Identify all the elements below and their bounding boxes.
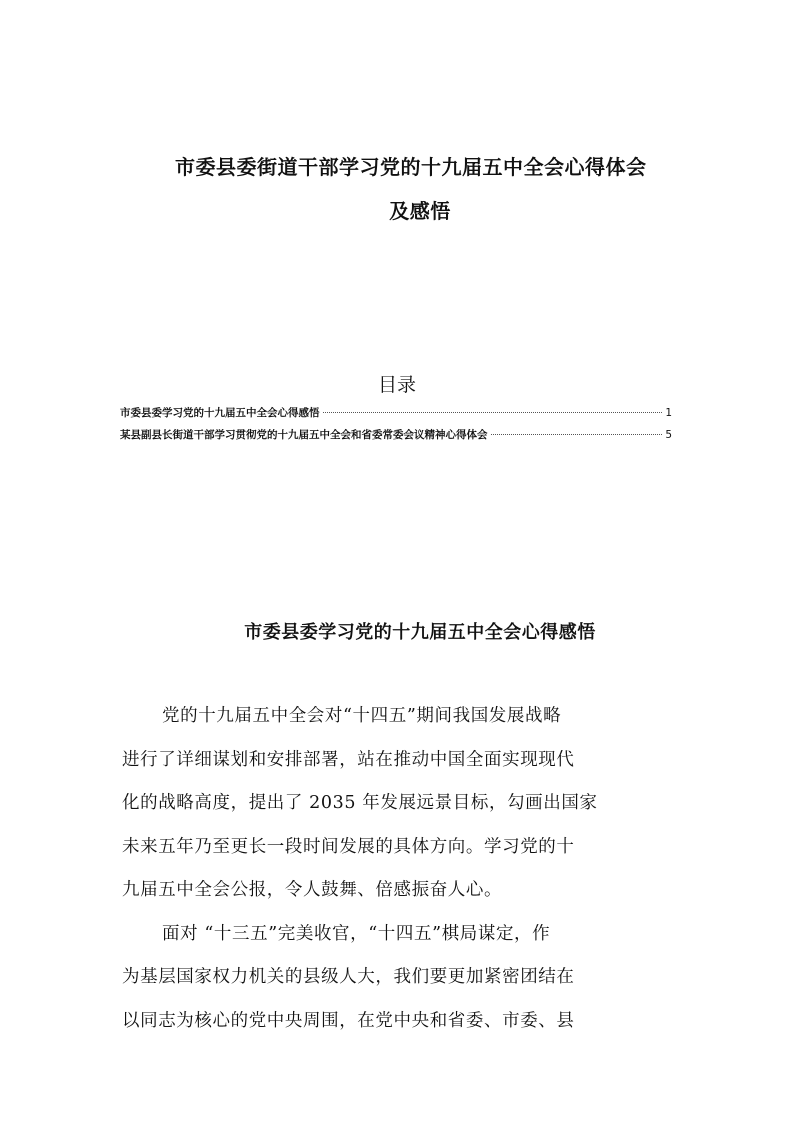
toc-entry-page: 5 xyxy=(665,429,672,441)
toc-heading: 目录 xyxy=(377,374,416,396)
toc-leader-dots xyxy=(323,412,663,413)
paragraph-line: 未来五年乃至更长一段时间发展的具体方向。学习党的十 xyxy=(122,836,575,857)
paragraph-line: 进行了详细谋划和安排部署，站在推动中国全面实现现代 xyxy=(122,749,575,770)
body-paragraphs xyxy=(122,695,662,1043)
toc-entry-title[interactable]: 某县副县长街道干部学习贯彻党的十九届五中全会和省委常委会议精神心得体会 xyxy=(120,429,488,441)
paragraph-line: 以同志为核心的党中央周围，在党中央和省委、市委、县 xyxy=(122,1010,575,1031)
toc-entry[interactable] xyxy=(120,405,672,427)
toc-entry-title[interactable]: 市委县委学习党的十九届五中全会心得感悟 xyxy=(120,407,320,419)
toc-entry[interactable] xyxy=(120,427,672,449)
toc-entry-page: 1 xyxy=(665,407,672,419)
document-title-line-1: 市委县委街道干部学习党的十九届五中全会心得体会 xyxy=(175,155,647,179)
table-of-contents xyxy=(120,405,672,449)
section-title: 市委县委学习党的十九届五中全会心得感悟 xyxy=(244,622,596,643)
paragraph-line: 为基层国家权力机关的县级人大，我们要更加紧密团结在 xyxy=(122,967,575,987)
toc-leader-dots xyxy=(491,434,663,435)
paragraph-line: 面对 “十三五”完美收官，“十四五”棋局谋定，作 xyxy=(162,923,551,944)
document-title xyxy=(150,145,690,233)
paragraph-line: 九届五中全会公报，令人鼓舞、倍感振奋人心。 xyxy=(122,880,503,900)
paragraph-line: 党的十九届五中全会对“十四五”期间我国发展战略 xyxy=(162,706,562,726)
paragraph-line: 化的战略高度，提出了 2035 年发展远景目标，勾画出国家 xyxy=(122,793,598,813)
document-title-line-2: 及感悟 xyxy=(389,199,451,223)
